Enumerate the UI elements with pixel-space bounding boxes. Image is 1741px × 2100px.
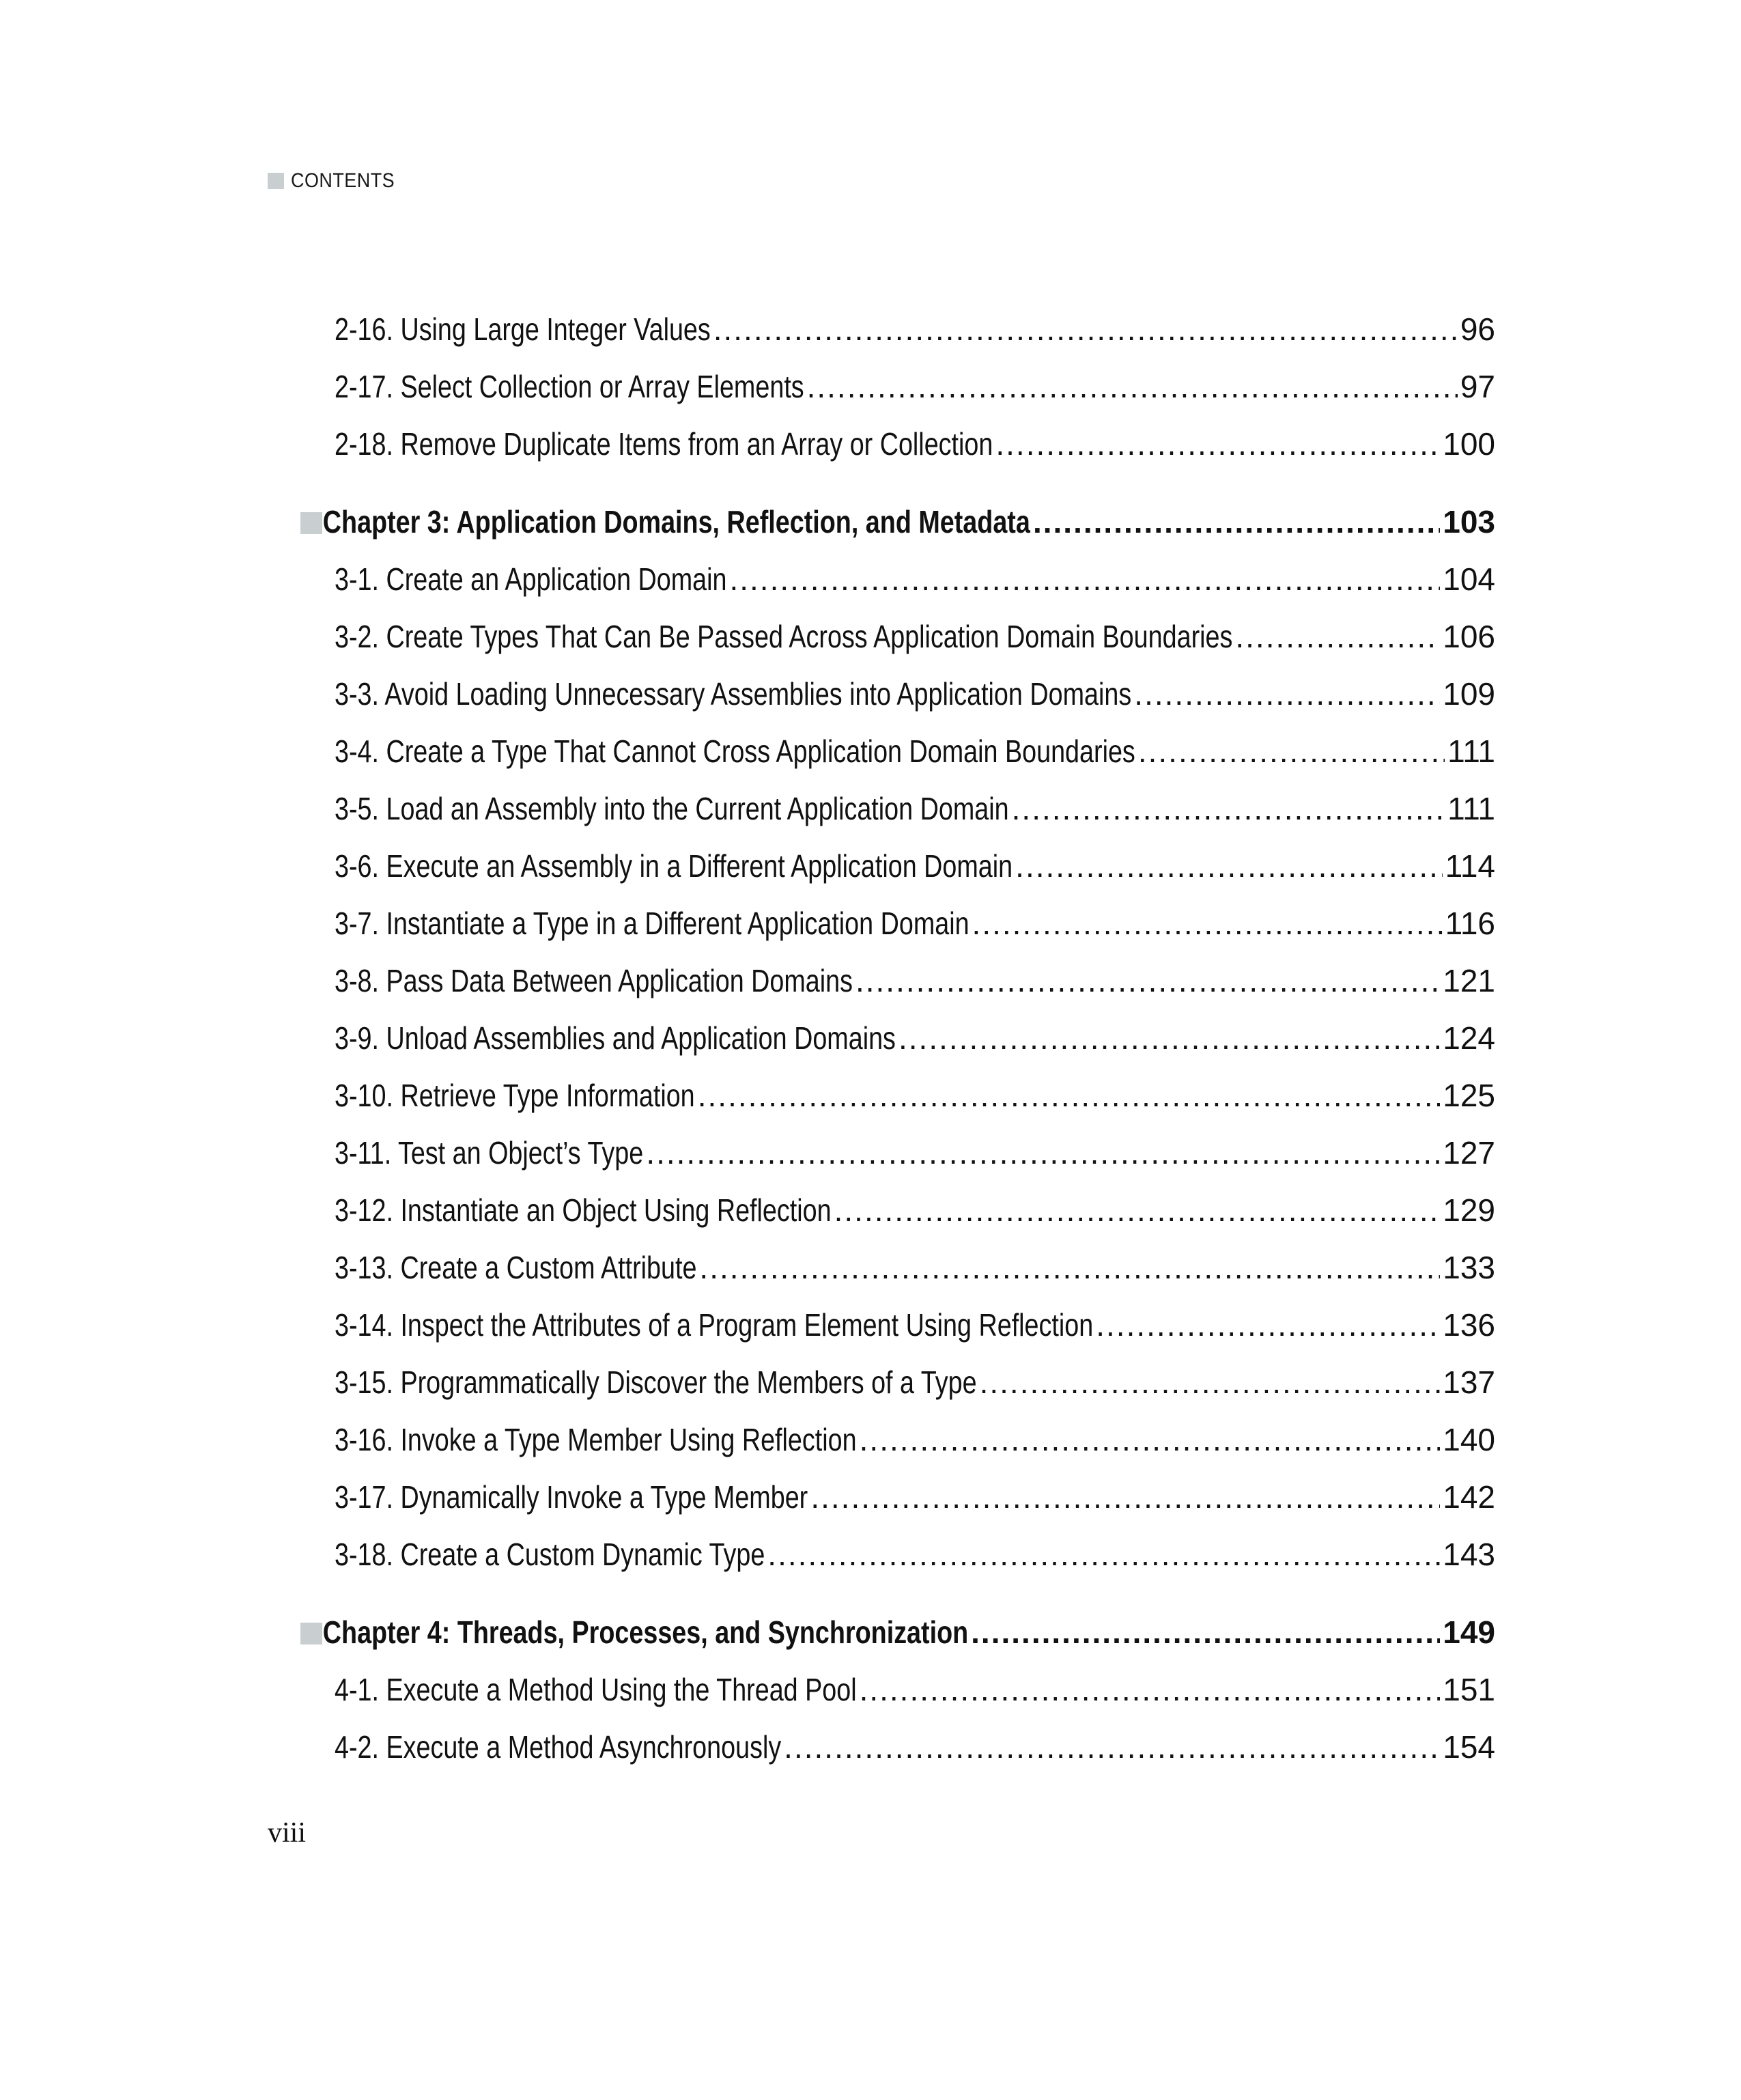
toc-entry-title: 3-8. Pass Data Between Application Domains (335, 963, 853, 998)
toc-entry-page-number: 149 (1443, 1614, 1495, 1650)
toc-recipe-entry[interactable] (300, 1526, 1495, 1583)
dot-leader (784, 1718, 1440, 1776)
toc-entry-title: 3-10. Retrieve Type Information (335, 1078, 695, 1113)
running-header (268, 169, 406, 193)
toc-entry-page-number: 142 (1443, 1479, 1495, 1515)
toc-recipe-entry[interactable] (300, 952, 1495, 1009)
dot-leader (1033, 493, 1440, 550)
toc-recipe-entry[interactable] (300, 1718, 1495, 1776)
dot-leader (646, 1124, 1440, 1181)
dot-leader (1012, 780, 1445, 837)
dot-leader (1096, 1296, 1440, 1354)
toc-entry-page-number: 103 (1443, 504, 1495, 540)
dot-leader (972, 895, 1443, 952)
dot-leader (834, 1181, 1441, 1239)
toc-recipe-entry[interactable] (300, 1239, 1495, 1296)
dot-leader (995, 415, 1440, 473)
toc-entry-title: 2-18. Remove Duplicate Items from an Array or Collection (335, 426, 993, 462)
dot-leader (980, 1354, 1441, 1411)
toc-entry-page-number: 133 (1443, 1250, 1495, 1285)
toc-recipe-entry[interactable] (300, 723, 1495, 780)
dot-leader (698, 1067, 1441, 1124)
toc-recipe-entry[interactable] (300, 837, 1495, 895)
toc-entry-title: 3-3. Avoid Loading Unnecessary Assemblies into Application Domains (335, 676, 1132, 712)
toc-entry-title: 4-2. Execute a Method Asynchronously (335, 1729, 782, 1765)
toc-entry-page-number: 151 (1443, 1672, 1495, 1707)
dot-leader (767, 1526, 1440, 1583)
toc-recipe-entry[interactable] (300, 1661, 1495, 1718)
toc-entry-title: 2-16. Using Large Integer Values (335, 311, 711, 347)
toc-entry-page-number: 97 (1460, 369, 1495, 404)
toc-entry-page-number: 140 (1443, 1422, 1495, 1457)
toc-entry-title: 3-13. Create a Custom Attribute (335, 1250, 697, 1285)
toc-chapter-entry[interactable] (300, 1604, 1495, 1661)
toc-entry-title: 3-7. Instantiate a Type in a Different Application Domain (335, 906, 969, 941)
toc-entry-title: 3-16. Invoke a Type Member Using Reflection (335, 1422, 857, 1457)
toc-entry-page-number: 154 (1443, 1729, 1495, 1765)
toc-entry-page-number: 100 (1443, 426, 1495, 462)
toc-entry-title: 2-17. Select Collection or Array Elements (335, 369, 804, 404)
dot-leader (807, 358, 1458, 415)
toc-chapter-entry[interactable] (300, 493, 1495, 550)
dot-leader (729, 550, 1440, 608)
toc-entry-page-number: 114 (1445, 848, 1495, 884)
toc-recipe-entry[interactable] (300, 1124, 1495, 1181)
dot-leader (1138, 723, 1445, 780)
toc-entry-page-number: 121 (1443, 963, 1495, 998)
toc-recipe-entry[interactable] (300, 550, 1495, 608)
toc-recipe-entry[interactable] (300, 415, 1495, 473)
toc-entry-title: 3-9. Unload Assemblies and Application Domains (335, 1020, 896, 1056)
dot-leader (1235, 608, 1440, 665)
toc-entry-title: 3-12. Instantiate an Object Using Reflection (335, 1192, 832, 1228)
dot-leader (699, 1239, 1440, 1296)
toc-entry-page-number: 136 (1443, 1307, 1495, 1343)
toc-entry-title: 3-11. Test an Object’s Type (335, 1135, 644, 1171)
dot-leader (1134, 665, 1440, 723)
toc-entry-title: Chapter 4: Threads, Processes, and Synchronization (322, 1614, 969, 1650)
dot-leader (860, 1411, 1441, 1468)
toc-entry-page-number: 104 (1443, 561, 1495, 597)
toc-entry-title: 3-2. Create Types That Can Be Passed Across Application Domain Boundaries (335, 619, 1233, 654)
header-square-marker (268, 173, 284, 189)
dot-leader (713, 300, 1458, 358)
toc-recipe-entry[interactable] (300, 1067, 1495, 1124)
toc-entry-page-number: 143 (1443, 1537, 1495, 1572)
toc-recipe-entry[interactable] (300, 780, 1495, 837)
dot-leader (855, 952, 1440, 1009)
toc-recipe-entry[interactable] (300, 608, 1495, 665)
toc-entry-page-number: 109 (1443, 676, 1495, 712)
page-number: viii (268, 1817, 307, 1849)
toc-recipe-entry[interactable] (300, 300, 1495, 358)
toc-entry-title: 3-6. Execute an Assembly in a Different Application Domain (335, 848, 1013, 884)
dot-leader (898, 1009, 1440, 1067)
toc-entry-title: 3-15. Programmatically Discover the Members of a Type (335, 1364, 977, 1400)
toc-entry-page-number: 137 (1443, 1364, 1495, 1400)
toc-recipe-entry[interactable] (300, 895, 1495, 952)
toc-entry-page-number: 111 (1447, 791, 1495, 826)
dot-leader (810, 1468, 1440, 1526)
toc-recipe-entry[interactable] (300, 1411, 1495, 1468)
toc-entry-title: 3-4. Create a Type That Cannot Cross Application Domain Boundaries (335, 733, 1135, 769)
toc-entry-title: 3-18. Create a Custom Dynamic Type (335, 1537, 765, 1572)
dot-leader (860, 1661, 1441, 1718)
table-of-contents (300, 300, 1495, 1776)
toc-entry-page-number: 106 (1443, 619, 1495, 654)
toc-entry-page-number: 127 (1443, 1135, 1495, 1171)
toc-entry-page-number: 116 (1445, 906, 1495, 941)
running-title: CONTENTS (291, 169, 395, 192)
toc-recipe-entry[interactable] (300, 1296, 1495, 1354)
toc-recipe-entry[interactable] (300, 358, 1495, 415)
toc-recipe-entry[interactable] (300, 665, 1495, 723)
toc-entry-title: 3-1. Create an Application Domain (335, 561, 727, 597)
dot-leader (1015, 837, 1442, 895)
toc-entry-title: Chapter 3: Application Domains, Reflection, and Metadata (322, 504, 1030, 540)
toc-recipe-entry[interactable] (300, 1354, 1495, 1411)
toc-entry-page-number: 124 (1443, 1020, 1495, 1056)
toc-entry-title: 3-17. Dynamically Invoke a Type Member (335, 1479, 808, 1515)
toc-entry-page-number: 111 (1447, 733, 1495, 769)
toc-entry-title: 3-14. Inspect the Attributes of a Program Element Using Reflection (335, 1307, 1094, 1343)
toc-entry-page-number: 129 (1443, 1192, 1495, 1228)
toc-recipe-entry[interactable] (300, 1468, 1495, 1526)
toc-entry-title: 4-1. Execute a Method Using the Thread Pool (335, 1672, 857, 1707)
toc-entry-page-number: 125 (1443, 1078, 1495, 1113)
toc-recipe-entry[interactable] (300, 1181, 1495, 1239)
toc-entry-title: 3-5. Load an Assembly into the Current Application Domain (335, 791, 1009, 826)
dot-leader (971, 1604, 1440, 1661)
toc-entry-page-number: 96 (1460, 311, 1495, 347)
toc-recipe-entry[interactable] (300, 1009, 1495, 1067)
